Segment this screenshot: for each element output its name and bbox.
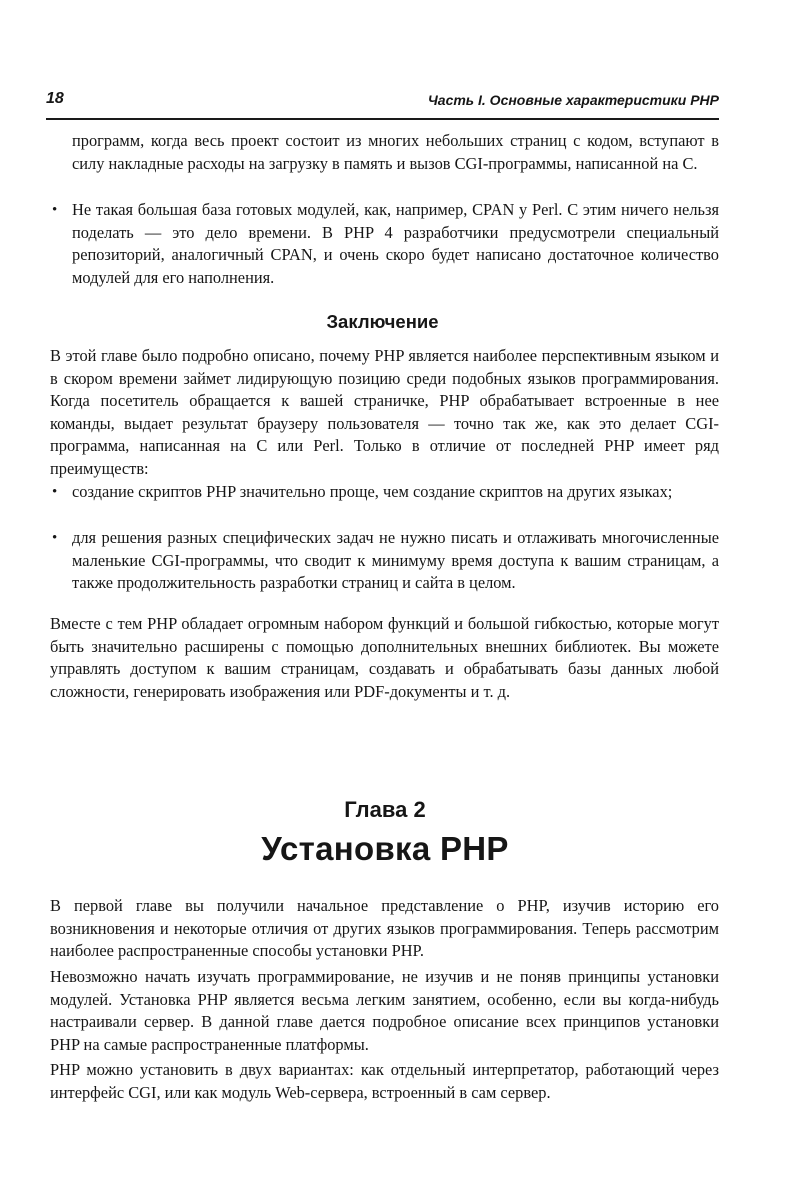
conclusion-intro-paragraph: В этой главе было подробно описано, почему PHP является наиболее перспективным языком и в скором времени займет лидирующую позицию среди подобных языков программирования. Когда посетитель обращается к вашей страничке, PHP обрабатывает встроенные в нее команды, выдает результат браузеру пользователя — точно так же, как это делает CGI-программа, написанная на С или Perl. Только в отличие от последней PHP имеет ряд преимуществ: — [50, 346, 719, 478]
chapter-paragraph: PHP можно установить в двух вариантах: как отдельный интерпретатор, работающий через интерфейс CGI, или как модуль Web-сервера, встроенный в сам сервер. — [50, 1060, 719, 1102]
chapter-paragraph: Невозможно начать изучать программирование, не изучив и не поняв принципы установки модулей. Установка PHP является весьма легким занятием, особенно, если вы когда-нибудь настраивали сервер. В данной главе дается подробное описание всех принципов установки PHP на самые распространенные платформы. — [50, 967, 719, 1054]
chapter-paragraph: В первой главе вы получили начальное представление о PHP, изучив историю его возникновения и некоторые отличия от других языков программирования. Теперь рассмотрим наиболее распространенные способы установки PHP. — [50, 896, 719, 961]
section-heading: Заключение — [326, 311, 439, 332]
bullet-icon: • — [52, 530, 58, 546]
conclusion-outro-paragraph: Вместе с тем PHP обладает огромным набором функций и большой гибкостью, которые могут быть значительно расширены с помощью дополнительных внешних библиотек. Вы можете управлять доступом к вашим страницам, создавать и обрабатывать базы данных любой сложности, генерировать изображения или PDF-документы и т. д. — [50, 614, 719, 701]
list-item — [50, 199, 719, 289]
chapter-label: Глава 2 — [344, 797, 426, 822]
running-title: Часть I. Основные характеристики PHP — [427, 92, 719, 108]
page-number: 18 — [46, 90, 64, 107]
chapter-title: Установка PHP — [261, 830, 509, 867]
header-rule — [46, 118, 719, 120]
list-item-text: создание скриптов PHP значительно проще, чем создание скриптов на других языках; — [72, 482, 673, 501]
bullet-icon: • — [52, 484, 58, 500]
bullet-icon: • — [52, 202, 58, 218]
list-item-text: для решения разных специфических задач не нужно писать и отлаживать многочисленные маленькие CGI-программы, что сводит к минимуму время доступа к вашим страницам, а также продолжительность разработки страниц и сайта в целом. — [72, 528, 719, 593]
continuation-paragraph: программ, когда весь проект состоит из многих небольших страниц с кодом, вступают в силу накладные расходы на загрузку в память и вызов CGI-программы, написанной на С. — [72, 131, 719, 173]
list-item-text: Не такая большая база готовых модулей, как, например, CPAN у Perl. С этим ничего нельзя поделать — это дело времени. В PHP 4 разработчики предусмотрели специальный репозиторий, аналогичный CPAN, и очень скоро будет написано достаточное количество модулей для его наполнения. — [72, 200, 719, 287]
list-item — [50, 481, 719, 504]
running-header — [46, 90, 719, 112]
list-item — [50, 527, 719, 595]
